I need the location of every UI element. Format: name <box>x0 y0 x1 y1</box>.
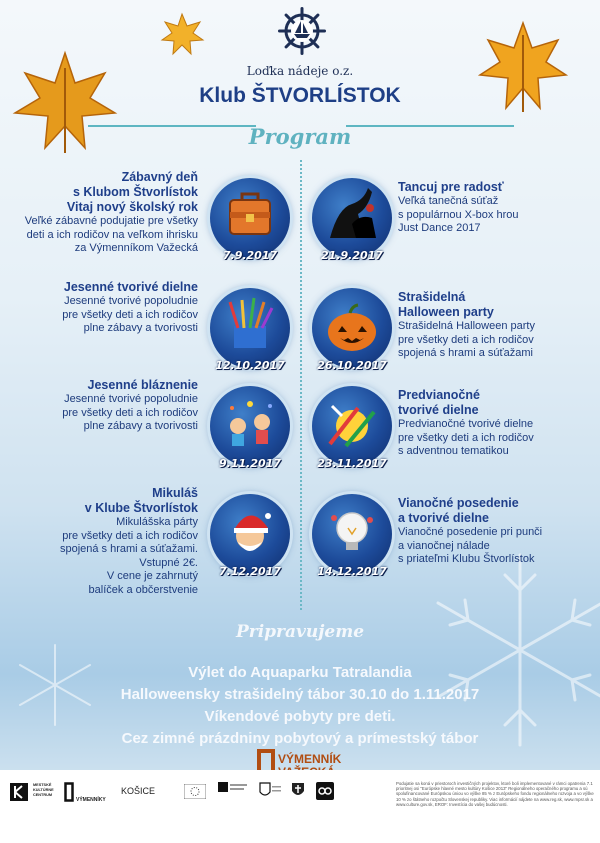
event-description: plne zábavy a tvorivosti <box>83 322 198 335</box>
event-description: pre všetky deti a ich rodičov <box>62 406 198 419</box>
event-title: tvorivé dielne <box>398 403 479 417</box>
lightbulb-icon <box>312 494 392 574</box>
event-item <box>398 388 594 459</box>
event-description: Vstupné 2€. <box>139 556 198 569</box>
footer <box>0 770 600 843</box>
event-description: V cene je zahrnutý <box>106 570 198 583</box>
event-image <box>210 494 290 578</box>
event-description: Jesenné tvorivé popoludnie <box>64 393 198 405</box>
event-title: Predvianočné <box>398 388 480 402</box>
ship-wheel-logo-icon <box>277 6 327 56</box>
culture-logo-icon <box>316 782 334 800</box>
event-description: spojená s hrami a súťažami <box>398 347 533 360</box>
event-title: Jesenné tvorivé dielne <box>63 280 198 294</box>
kids-icon <box>210 386 290 466</box>
event-description: Vianočné posedenie pri punči <box>398 526 543 538</box>
event-item <box>20 486 198 598</box>
crafts-icon <box>312 386 392 466</box>
vymennik-line1: VÝMENNÍK <box>278 752 342 766</box>
event-title: Vitaj nový školský rok <box>66 200 198 214</box>
footer-funding-text: Podujatie sa koná v priestoroch investičných projektov, ktoré boli implementované v rámci opatrenia 7.1 prioritnej osi "Európske hlavné mesto kultúry Košice 2013" Regionálneho operačného programu a sú spolufinancované Európskou úniou vo výške 85 % z Európskeho fondu regionálneho rozvoja a vo výške 10 % zo štátneho rozpočtu Slovenskej republiky. Viac informácií nájdete na www.reg.sk, www.mpsr.sk a www.culture.gov.sk, EROF: Investícia do vašej budúcnosti. <box>396 781 594 807</box>
event-image <box>210 288 290 372</box>
event-title: v Klube Štvorlístok <box>84 501 198 515</box>
footer-logo-mkc: MESTSKÉ KULTÚRNE CENTRUM <box>33 783 54 797</box>
upcoming-heading: Pripravujeme <box>235 622 365 642</box>
event-description: pre všetky deti a ich rodičov <box>398 431 534 444</box>
event-description: balíček a občerstvenie <box>88 583 198 596</box>
event-description: spojená s hrami a súťažami. <box>59 543 198 556</box>
event-description: za Výmenníkom Važecká <box>74 242 198 255</box>
upcoming-item: Výlet do Aquaparku Tatralandia <box>188 664 412 681</box>
event-date: 21.9.2017 <box>321 249 383 262</box>
partner-logo-icon <box>218 782 248 802</box>
upcoming-item: Cez zimné prázdniny pobytový a prímestský tábor <box>121 730 479 747</box>
event-date: 23.11.2017 <box>317 457 387 470</box>
event-description: s populárnou X-box hrou <box>398 208 519 221</box>
event-date: 7.12.2017 <box>219 565 281 578</box>
event-item <box>20 170 198 256</box>
k-logo-icon <box>10 783 28 801</box>
footer-logo-kosice: KOŠICE <box>121 786 156 796</box>
event-description: s adventnou tematikou <box>398 445 509 458</box>
event-image <box>210 178 290 262</box>
eu-flag-icon <box>184 784 206 799</box>
event-item <box>20 378 198 434</box>
event-title: a tvorivé dielne <box>398 511 490 525</box>
event-title: Vianočné posedenie <box>398 496 519 510</box>
santa-icon <box>210 494 290 574</box>
event-title: Halloween party <box>398 305 494 319</box>
event-title: Jesenné bláznenie <box>87 378 198 392</box>
event-item <box>398 496 594 567</box>
upcoming-item: Halloweensky strašidelný tábor 30.10 do 1.11.2017 <box>120 686 480 703</box>
event-description: pre všetky deti a ich rodičov <box>62 529 198 542</box>
vymenniky-mark-icon <box>64 782 74 802</box>
backpack-icon <box>210 178 290 258</box>
event-title: Mikuláš <box>152 486 198 500</box>
event-image <box>312 386 392 470</box>
event-item <box>398 180 594 236</box>
event-item <box>398 290 594 361</box>
snowflake-decoration-icon <box>420 540 600 760</box>
event-title: Tancuj pre radosť <box>398 180 504 194</box>
event-description: Jesenné tvorivé popoludnie <box>64 295 198 307</box>
event-description: Mikulášska párty <box>116 516 198 528</box>
event-description: Veľká tanečná súťaž <box>398 195 499 207</box>
event-title: Zábavný deň <box>121 170 198 184</box>
event-description: a vianočnej nálade <box>398 539 490 552</box>
event-item <box>20 280 198 336</box>
event-description: s priateľmi Klubu Štvorlístok <box>398 553 535 566</box>
event-date: 14.12.2017 <box>317 565 387 578</box>
event-title: Strašidelná <box>398 290 466 304</box>
coat-of-arms-icon <box>258 782 282 802</box>
dancers-icon <box>312 178 392 258</box>
upcoming-item: Víkendové pobyty pre deti. <box>204 708 396 725</box>
event-description: deti a ich rodičov na veľkom ihrisku <box>26 228 198 241</box>
event-date: 9.11.2017 <box>219 457 281 470</box>
event-title: s Klubom Štvorlístok <box>72 185 198 199</box>
footer-logo-vymenniky: VÝMENNÍKY <box>76 797 106 803</box>
brushes-icon <box>210 288 290 368</box>
event-date: 12.10.2017 <box>215 359 285 372</box>
timeline-line <box>300 160 302 610</box>
event-description: pre všetky deti a ich rodičov <box>62 308 198 321</box>
event-description: Predvianočné tvorivé dielne <box>398 418 534 430</box>
event-date: 7.9.2017 <box>222 249 278 262</box>
program-heading: Program <box>248 124 352 149</box>
event-date: 26.10.2017 <box>317 359 387 372</box>
event-image <box>312 288 392 372</box>
autumn-leaf-small-icon <box>160 12 205 57</box>
event-description: plne zábavy a tvorivosti <box>83 420 198 433</box>
event-image <box>312 178 392 262</box>
event-image <box>210 386 290 470</box>
event-description: pre všetky deti a ich rodičov <box>398 333 534 346</box>
page-title: Klub ŠTVORLÍSTOK <box>199 84 401 107</box>
pumpkin-icon <box>312 288 392 368</box>
organization-name: Loďka nádeje o.z. <box>246 64 354 78</box>
event-description: Veľké zábavné podujatie pre všetky <box>24 215 198 227</box>
event-description: Strašidelná Halloween party <box>398 320 535 332</box>
event-image <box>312 494 392 578</box>
ministry-logo-icon <box>290 782 306 800</box>
event-description: Just Dance 2017 <box>398 222 481 235</box>
